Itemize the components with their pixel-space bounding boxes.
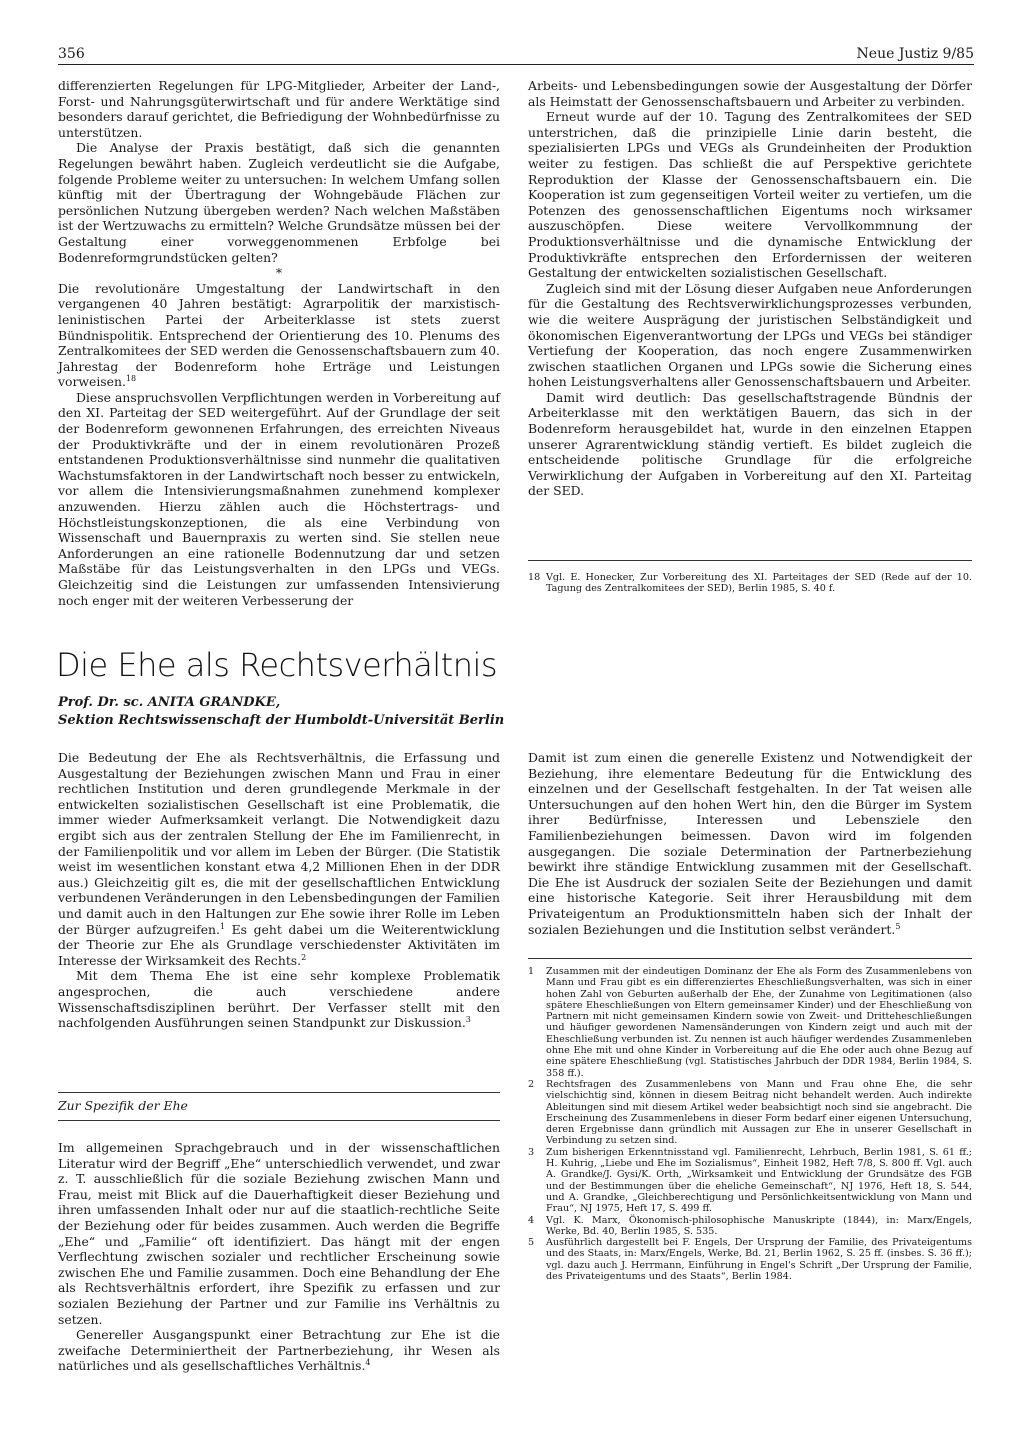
author-block (58, 694, 504, 730)
footnote-ref: 2 (301, 952, 307, 962)
footnote-number: 2 (528, 1078, 535, 1090)
paragraph: Damit wird deutlich: Das gesellschaftstragende Bündnis der Arbeiterklasse mit den werktätigen Bauern, das sich in der Bodenreform herausgebildet hat, wurde in den einzelnen Etappen unserer Agrarentwicklung ständig vertieft. Es bildet zugleich die entscheidende politische Grundlage für die erfolgreiche Verwirklichung der Aufgaben in Vorbereitung auf den XI. Parteitag der SED. (528, 389, 972, 499)
footnote (528, 1237, 972, 1282)
bottom-right-column (528, 750, 972, 937)
journal-issue: Neue Justiz 9/85 (856, 46, 974, 62)
footnote-number: 3 (528, 1146, 535, 1158)
footnote-text: Rechtsfragen des Zusammenlebens von Mann und Frau ohne Ehe, die sehr vielschichtig sind, können in diesem Beitrag nicht behandelt werden. Auch indirekte Ableitungen sind mit diesem Artikel weder beabsichtigt noch sind sie angebracht. Die Erscheinung des Zusammenlebens in dieser Form bedarf einer eigenen Untersuchung, deren Ergebnisse dann gründlich mit Aussagen zur Ehe in unserer Gesellschaft in Verbindung zu setzen sind. (546, 1078, 972, 1147)
author-affiliation: Sektion Rechtswissenschaft der Humboldt-Universität Berlin (58, 713, 505, 728)
footnote-ref: 4 (365, 1358, 371, 1368)
paragraph: Die Analyse der Praxis bestätigt, daß sich die genannten Regelungen bewährt haben. Zugleich verdeutlicht sie die Aufgabe, folgende Probleme weiter zu untersuchen: In welchem Umfang sollen künftig mit der Übertragung der Wohngebäude Flächen zur persönlichen Nutzung übergeben werden? Nach welchen Maßstäben ist der Wertzuwachs zu ermitteln? Welche Grundsätze müssen bei der Gestaltung einer vorweggenommenen Erbfolge bei Bodenreformgrundstücken gelten? (58, 140, 500, 265)
footnote (528, 1079, 972, 1147)
page-number: 356 (58, 46, 85, 62)
footnote (528, 966, 972, 1079)
section-heading: Zur Spezifik der Ehe (58, 1098, 188, 1113)
top-right-column (528, 78, 972, 499)
author-name: Prof. Dr. sc. ANITA GRANDKE, (58, 695, 281, 710)
paragraph: differenzierten Regelungen für LPG-Mitglieder, Arbeiter der Land-, Forst- und Nahrungsgüterwirtschaft und für andere Werktätige sind besonders darauf gerichtet, die Befriedigung der Wohnbedürfnisse zu unterstützen. (58, 78, 500, 140)
footnote-ref: 1 (219, 921, 226, 931)
article-title: Die Ehe als Rechtsverhältnis (56, 646, 498, 684)
footnote-number: 4 (528, 1214, 535, 1226)
footnote-ref: 18 (125, 374, 137, 384)
paragraph: Im allgemeinen Sprachgebrauch und in der wissenschaftlichen Literatur wird der Begriff „Ehe“ unterschiedlich verwendet, und zwar z. T. ausschließlich für die soziale Beziehung zwischen Mann und Frau, meist mit Blick auf die Dauerhaftigkeit dieser Beziehung und ihren umfassenden Inhalt oder nur auf die staatlich-rechtliche Seite der Beziehung oder für beides zusammen. Auch werden die Begriffe „Ehe“ und „Familie“ oft identifiziert. Das hängt mit der engen Verflechtung zwischen sozialer und rechtlicher Erscheinung sowie zwischen Ehe und Familie zusammen. Doch eine Behandlung der Ehe als Rechtsverhältnis erfordert, ihre Spezifik zu erfassen und zur sozialen Beziehung der Partner und zur Familie ins Verhältnis zu setzen. (58, 1140, 500, 1327)
paragraph: Zugleich sind mit der Lösung dieser Aufgaben neue Anforderungen für die Gestaltung des Rechtsverwirklichungsprozesses verbunden, wie die weitere Ausprägung der juristischen Selbständigkeit und ökonomischen Eigenverantwortung der LPGs und VEGs bei ständiger Vertiefung der Kooperation, das noch engere Zusammenwirken zwischen staatlichen Organen und LPGs sowie die Sicherung eines hohen Leistungsverhaltens aller Genossenschaftsbauern und Arbeiter. (528, 280, 972, 390)
footnote-rule (528, 958, 972, 959)
paragraph: Die Bedeutung der Ehe als Rechtsverhältnis, die Erfassung und Ausgestaltung der Beziehungen zwischen Mann und Frau in einer rechtlichen Institution und deren grundlegende Merkmale in der entwickelten sozialistischen Gesellschaft ist eine Problematik, die immer wieder Aufmerksamkeit verlangt. Die Notwendigkeit dazu ergibt sich aus der zentralen Stellung der Ehe im Familienrecht, in der Familienpolitik und vor allem im Leben der Bürger. (Die Statistik weist im wesentlichen konstant etwa 4,2 Millionen Ehen in der DDR aus.) Gleichzeitig gilt es, die mit der gesellschaftlichen Entwicklung verbundenen Veränderungen in den Lebensbedingungen der Familien und damit auch in den Haltungen zur Ehe sowie ihrer Rolle im Leben der Bürger aufzugreifen.$^1$ Es geht dabei um die Weiterentwicklung der Theorie zur Ehe als Grundlage verschiedenster Aktivitäten im Interesse der Wirksamkeit des Rechts.$^2$ (58, 750, 500, 968)
top-left-column (58, 78, 500, 608)
footnote-text: Vgl. K. Marx, Ökonomisch-philosophische Manuskripte (1844), in: Marx/Engels, Werke, Bd. 40, Berlin 1985, S. 535. (546, 1214, 972, 1237)
paragraph: Damit ist zum einen die generelle Existenz und Notwendigkeit der Beziehung, ihre elementare Bedeutung für die Entwicklung des einzelnen und der Gesellschaft festgehalten. In der Tat weisen alle Untersuchungen auf den hohen Wert hin, den die Bürger im System ihrer Bedürfnisse, Interessen und Lebensziele den Familienbeziehungen beimessen. Davon wird im folgenden ausgegangen. Die soziale Determination der Partnerbeziehung bewirkt ihre ständige Entwicklung zusammen mit der Gesellschaft. Die Ehe ist Ausdruck der sozialen Seite der Beziehungen und damit eine historische Kategorie. Seit ihrer Herausbildung mit dem Privateigentum an Produktionsmitteln haben sich der Inhalt der sozialen Beziehungen und die Institution selbst verändert.$^5$ (528, 750, 972, 937)
paragraph: Genereller Ausgangspunkt einer Betrachtung zur Ehe ist die zweifache Determiniertheit der Partnerbeziehung, ihr Wesen als natürliches und als gesellschaftliches Verhältnis.$^4$ (58, 1327, 500, 1374)
paragraph: Mit dem Thema Ehe ist eine sehr komplexe Problematik angesprochen, die auch verschiedene andere Wissenschaftsdisziplinen berührt. Der Verfasser stellt mit den nachfolgenden Ausführungen seinen Standpunkt zur Diskussion.$^3$ (58, 968, 500, 1031)
paragraph: Diese anspruchsvollen Verpflichtungen werden in Vorbereitung auf den XI. Parteitag der SED weitergeführt. Auf der Grundlage der seit der Bodenreform gewonnenen Erfahrungen, des erreichten Niveaus der Produktivkräfte und der in einem revolutionären Prozeß entstandenen Produktionsverhältnisse sind nunmehr die qualitativen Wachstumsfaktoren in der Landwirtschaft noch besser zu entwickeln, vor allem die Intensivierungsmaßnahmen zunehmend komplexer anzuwenden. Hierzu zählen auch die Höchstertrags- und Höchstleistungskonzeptionen, die als eine Verbindung von Wissenschaft und Bauernpraxis zu werten sind. Sie stellen neue Anforderungen an eine rationelle Bodennutzung dar und setzen Maßstäbe für das Leistungsverhalten in den LPGs und VEGs. Gleichzeitig sind die Leistungen zur umfassenden Intensivierung noch enger mit der weiteren Verbesserung der (58, 389, 500, 608)
footnote-text: Vgl. E. Honecker, Zur Vorbereitung des XI. Parteitages der SED (Rede auf der 10. Tagung des Zentralkomitees der SED), Berlin 1985, S. 40 f. (546, 572, 972, 595)
footnote-text: Zusammen mit der eindeutigen Dominanz der Ehe als Form des Zusammenlebens von Mann und Frau gibt es ein differenziertes Eheschließungsverhalten, was sich in einer hohen Zahl von Geburten außerhalb der Ehe, der Zunahme von Legitimationen (also spätere Eheschließungen von Eltern gemeinsamer Kinder) und der Eheschließung von Partnern mit nicht gemeinsamen Kindern sowie von Zweit- und Dritteheschließungen und häufiger gewordenen Namensänderungen von Kindern zeigt und auch mit der Eheschließung verbunden ist. Zu nennen ist auch häufiger werdendes Zusammenleben ohne Ehe mit und ohne Kinder in Vorbereitung auf die Ehe oder auch ohne Bezug auf eine spätere Eheschließung (vgl. Statistisches Jahrbuch der DDR 1984, Berlin 1984, S. 358 ff.). (546, 966, 972, 1079)
page-header (58, 44, 974, 65)
footnote (528, 572, 972, 595)
section-separator: * (275, 265, 283, 281)
footnote-text: Zum bisherigen Erkenntnisstand vgl. Familienrecht, Lehrbuch, Berlin 1981, S. 61 ff.; H. Kuhrig, „Liebe und Ehe im Sozialismus“, Einheit 1982, Heft 7/8, S. 800 ff. Vgl. auch A. Grandke/J. Gysi/K. Orth, „Wirksamkeit und Entwicklung der Grundsätze des FGB und der Bestimmungen über die eheliche Gemeinschaft“, NJ 1976, Heft 18, S. 544, und A. Grandke, „Gleichberechtigung und Persönlichkeitsentwicklung von Mann und Frau“, NJ 1975, Heft 17, S. 499 ff. (546, 1146, 972, 1215)
footnote-ref: 3 (465, 1014, 471, 1024)
bottom-left-intro (58, 750, 500, 1031)
paragraph: Arbeits- und Lebensbedingungen sowie der Ausgestaltung der Dörfer als Heimstatt der Genossenschaftsbauern und Arbeiter zu verbinden. (528, 78, 972, 109)
footnote (528, 1215, 972, 1238)
footnote-text: Ausführlich dargestellt bei F. Engels, Der Ursprung der Familie, des Privateigentums und des Staats, in: Marx/Engels, Werke, Bd. 21, Berlin 1962, S. 25 ff. (insbes. S. 36 ff.); vgl. dazu auch J. Herrmann, Einführung in Engel's Schrift „Der Ursprung der Familie, des Privateigentums und des Staats“, Berlin 1984. (546, 1237, 972, 1283)
bottom-left-body (58, 1140, 500, 1374)
section-rule (58, 1092, 500, 1093)
footnote-ref: 5 (895, 921, 901, 931)
footnote-number: 5 (528, 1237, 535, 1249)
footnote-number: 18 (528, 572, 541, 583)
footnote-rule (528, 560, 972, 561)
paragraph: Die revolutionäre Umgestaltung der Landwirtschaft in den vergangenen 40 Jahren bestätigt: Agrarpolitik der marxistisch-leninistischen Partei der Arbeiterklasse ist stets zuerst Bündnispolitik. Entsprechend der Orientierung des 10. Plenums des Zentralkomitees der SED werden die Genossenschaftsbauern zum 40. Jahrestag der Bodenreform hohe Erträge und Leistungen vorweisen.$^{18}$ (58, 280, 500, 390)
paragraph: Erneut wurde auf der 10. Tagung des Zentralkomitees der SED unterstrichen, daß die prinzipielle Linie darin besteht, die spezialisierten LPGs und VEGs als Grundeinheiten der Produktion weiter zu festigen. Das schließt die auf Perspektive gerichtete Reproduktion der Klasse der Genossenschaftsbauern ein. Die Kooperation ist zum gegenseitigen Vorteil weiter zu vertiefen, um die Potenzen des genossenschaftlichen Eigentums noch wirksamer auszuschöpfen. Diese weitere Vervollkommnung der Produktionsverhältnisse und die dynamische Entwicklung der Produktivkräfte entsprechen den Erfordernissen der weiteren Gestaltung der entwickelten sozialistischen Gesellschaft. (528, 109, 972, 281)
footnotes (528, 966, 972, 1282)
footnote-number: 1 (528, 966, 535, 977)
section-rule-bottom (58, 1120, 500, 1121)
footnote (528, 1147, 972, 1215)
